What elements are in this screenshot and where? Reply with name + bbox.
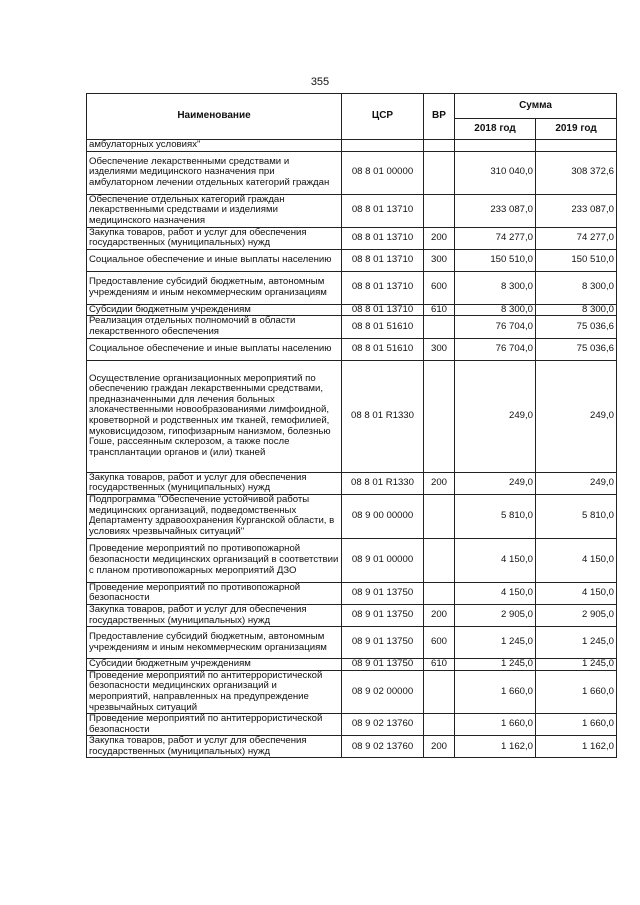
row-2018-cell: 76 704,0 <box>455 338 536 360</box>
row-2018-cell: 5 810,0 <box>455 494 536 538</box>
row-name-cell: Социальное обеспечение и иные выплаты населению <box>87 338 342 360</box>
table-row <box>87 151 617 194</box>
row-2019-cell: 308 372,6 <box>536 151 617 194</box>
row-2019-cell: 1 245,0 <box>536 659 617 671</box>
table-row <box>87 538 617 582</box>
row-name-cell: Проведение мероприятий по противопожарной безопасности <box>87 582 342 604</box>
row-2018-cell: 8 300,0 <box>455 271 536 304</box>
table-row <box>87 670 617 713</box>
header-csr: ЦСР <box>342 94 424 140</box>
table-row <box>87 316 617 338</box>
table-row <box>87 627 617 659</box>
header-sum: Сумма <box>455 94 617 119</box>
row-name-cell: Социальное обеспечение и иные выплаты населению <box>87 249 342 271</box>
row-csr-cell: 08 9 02 00000 <box>342 670 424 713</box>
table-row <box>87 360 617 472</box>
row-name-cell: Подпрограмма "Обеспечение устойчивой работы медицинских организаций, подведомственных Департаменту здравоохранения Курганской области, в условиях чрезвычайных ситуаций" <box>87 494 342 538</box>
row-name-cell: Предоставление субсидий бюджетным, автономным учреждениям и иным некоммерческим организациям <box>87 271 342 304</box>
row-vr-cell <box>424 714 455 736</box>
row-vr-cell <box>424 582 455 604</box>
row-name-cell: Проведение мероприятий по противопожарной безопасности медицинских организаций в соответствии с планом противопожарных мероприятий ДЗО <box>87 538 342 582</box>
row-2018-cell: 8 300,0 <box>455 304 536 316</box>
table-row <box>87 604 617 626</box>
row-2018-cell: 1 162,0 <box>455 736 536 758</box>
row-2018-cell: 233 087,0 <box>455 194 536 227</box>
row-name-cell: Закупка товаров, работ и услуг для обеспечения государственных (муниципальных) нужд <box>87 736 342 758</box>
row-2018-cell: 249,0 <box>455 360 536 472</box>
row-name-cell: Предоставление субсидий бюджетным, автономным учреждениям и иным некоммерческим организациям <box>87 627 342 659</box>
row-csr-cell: 08 8 01 51610 <box>342 316 424 338</box>
row-2019-cell: 75 036,6 <box>536 316 617 338</box>
row-name-cell: Обеспечение лекарственными средствами и изделиями медицинского назначения при амбулаторном лечении отдельных категорий граждан <box>87 151 342 194</box>
row-2018-cell: 150 510,0 <box>455 249 536 271</box>
row-name-cell: Закупка товаров, работ и услуг для обеспечения государственных (муниципальных) нужд <box>87 604 342 626</box>
row-vr-cell: 200 <box>424 227 455 249</box>
row-csr-cell: 08 8 01 13710 <box>342 271 424 304</box>
row-2019-cell: 249,0 <box>536 472 617 494</box>
table-row <box>87 494 617 538</box>
row-2019-cell: 8 300,0 <box>536 271 617 304</box>
row-name-cell: амбулаторных условиях" <box>87 140 342 152</box>
row-vr-cell: 600 <box>424 627 455 659</box>
row-2018-cell: 76 704,0 <box>455 316 536 338</box>
row-2018-cell: 249,0 <box>455 472 536 494</box>
table-row <box>87 582 617 604</box>
row-vr-cell: 200 <box>424 604 455 626</box>
row-2018-cell: 2 905,0 <box>455 604 536 626</box>
row-vr-cell <box>424 670 455 713</box>
table-row <box>87 659 617 671</box>
table-row <box>87 338 617 360</box>
row-2019-cell: 8 300,0 <box>536 304 617 316</box>
row-vr-cell: 610 <box>424 659 455 671</box>
row-name-cell: Субсидии бюджетным учреждениям <box>87 659 342 671</box>
row-vr-cell <box>424 538 455 582</box>
row-2019-cell: 74 277,0 <box>536 227 617 249</box>
row-csr-cell: 08 8 01 51610 <box>342 338 424 360</box>
row-csr-cell: 08 9 00 00000 <box>342 494 424 538</box>
table-row <box>87 714 617 736</box>
row-vr-cell <box>424 360 455 472</box>
row-csr-cell: 08 8 01 13710 <box>342 227 424 249</box>
table-row <box>87 140 617 152</box>
row-name-cell: Субсидии бюджетным учреждениям <box>87 304 342 316</box>
row-csr-cell: 08 8 01 13710 <box>342 249 424 271</box>
row-csr-cell: 08 9 01 13750 <box>342 582 424 604</box>
table-row <box>87 472 617 494</box>
row-vr-cell: 200 <box>424 472 455 494</box>
row-csr-cell: 08 9 01 00000 <box>342 538 424 582</box>
table-row <box>87 271 617 304</box>
header-vr: ВР <box>424 94 455 140</box>
row-2019-cell: 150 510,0 <box>536 249 617 271</box>
row-2018-cell: 310 040,0 <box>455 151 536 194</box>
row-csr-cell: 08 9 01 13750 <box>342 604 424 626</box>
row-vr-cell <box>424 140 455 152</box>
row-vr-cell <box>424 194 455 227</box>
budget-table <box>86 93 617 758</box>
row-csr-cell: 08 8 01 R1330 <box>342 472 424 494</box>
row-name-cell: Закупка товаров, работ и услуг для обеспечения государственных (муниципальных) нужд <box>87 227 342 249</box>
table-row <box>87 304 617 316</box>
row-name-cell: Осуществление организационных мероприятий по обеспечению граждан лекарственными средствами, предназначенными для лечения больных злокачественными новообразованиями лимфоидной, кроветворной и родственных им тканей, гемофилией, муковисцидозом, гипофизарным нанизмом, болезнью Гоше, рассеянным склерозом, а также после трансплантации органов и (или) тканей <box>87 360 342 472</box>
row-name-cell: Проведение мероприятий по антитеррористической безопасности <box>87 714 342 736</box>
row-2019-cell: 4 150,0 <box>536 582 617 604</box>
row-csr-cell: 08 9 02 13760 <box>342 736 424 758</box>
row-vr-cell <box>424 151 455 194</box>
row-2019-cell: 1 660,0 <box>536 714 617 736</box>
row-name-cell: Закупка товаров, работ и услуг для обеспечения государственных (муниципальных) нужд <box>87 472 342 494</box>
row-2018-cell <box>455 140 536 152</box>
table-row <box>87 227 617 249</box>
header-year-2018: 2018 год <box>455 119 536 140</box>
row-2018-cell: 74 277,0 <box>455 227 536 249</box>
row-vr-cell: 300 <box>424 249 455 271</box>
row-vr-cell <box>424 316 455 338</box>
row-2018-cell: 4 150,0 <box>455 582 536 604</box>
row-csr-cell: 08 9 01 13750 <box>342 627 424 659</box>
row-vr-cell <box>424 494 455 538</box>
row-name-cell: Обеспечение отдельных категорий граждан лекарственными средствами и изделиями медицинского назначения <box>87 194 342 227</box>
row-2019-cell: 249,0 <box>536 360 617 472</box>
row-2018-cell: 4 150,0 <box>455 538 536 582</box>
row-2018-cell: 1 245,0 <box>455 627 536 659</box>
row-csr-cell: 08 9 02 13760 <box>342 714 424 736</box>
row-2019-cell: 2 905,0 <box>536 604 617 626</box>
table-body <box>87 140 617 758</box>
row-2019-cell: 5 810,0 <box>536 494 617 538</box>
row-vr-cell: 610 <box>424 304 455 316</box>
row-csr-cell: 08 8 01 13710 <box>342 194 424 227</box>
row-name-cell: Проведение мероприятий по антитеррористической безопасности медицинских организаций и мероприятий, направленных на предупреждение чрезвычайных ситуаций <box>87 670 342 713</box>
row-name-cell: Реализация отдельных полномочий в области лекарственного обеспечения <box>87 316 342 338</box>
row-csr-cell: 08 8 01 13710 <box>342 304 424 316</box>
header-year-2019: 2019 год <box>536 119 617 140</box>
row-csr-cell: 08 8 01 00000 <box>342 151 424 194</box>
page-number: 355 <box>310 76 330 88</box>
header-name: Наименование <box>87 94 342 140</box>
row-csr-cell <box>342 140 424 152</box>
row-2018-cell: 1 660,0 <box>455 670 536 713</box>
row-csr-cell: 08 9 01 13750 <box>342 659 424 671</box>
table-row <box>87 194 617 227</box>
row-vr-cell: 300 <box>424 338 455 360</box>
row-2019-cell: 1 245,0 <box>536 627 617 659</box>
row-2018-cell: 1 660,0 <box>455 714 536 736</box>
row-2019-cell: 1 162,0 <box>536 736 617 758</box>
row-2019-cell <box>536 140 617 152</box>
row-csr-cell: 08 8 01 R1330 <box>342 360 424 472</box>
row-2019-cell: 4 150,0 <box>536 538 617 582</box>
row-2018-cell: 1 245,0 <box>455 659 536 671</box>
row-vr-cell: 600 <box>424 271 455 304</box>
table-row <box>87 249 617 271</box>
row-vr-cell: 200 <box>424 736 455 758</box>
row-2019-cell: 1 660,0 <box>536 670 617 713</box>
table-row <box>87 736 617 758</box>
row-2019-cell: 233 087,0 <box>536 194 617 227</box>
row-2019-cell: 75 036,6 <box>536 338 617 360</box>
